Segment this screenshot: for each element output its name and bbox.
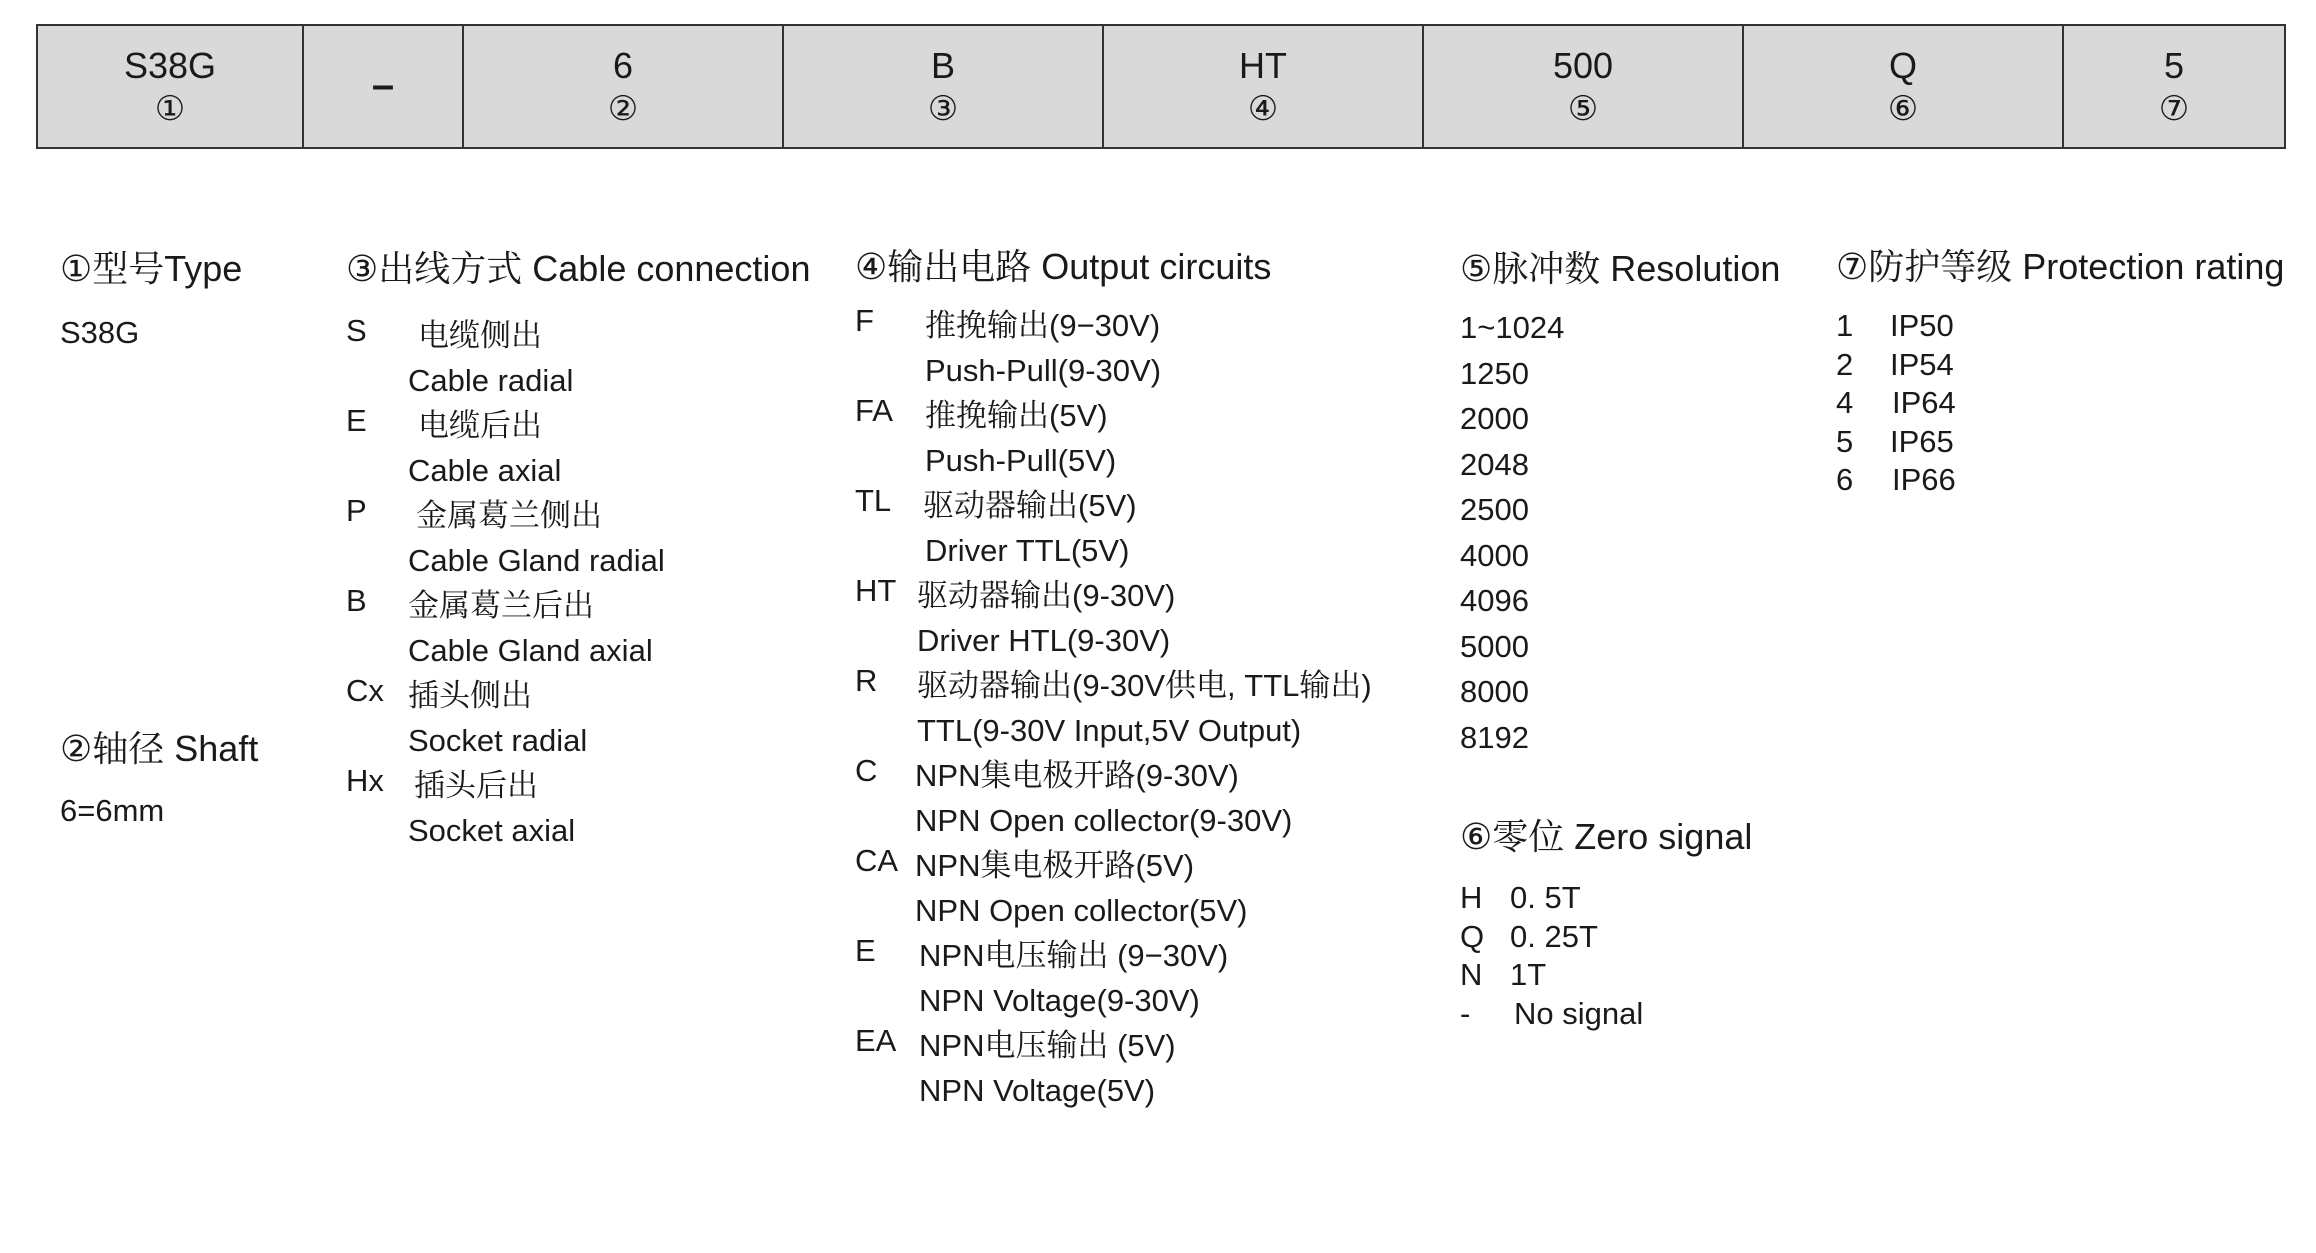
entry-code: R	[855, 663, 878, 698]
entry-en: Driver HTL(9-30V)	[917, 623, 1171, 658]
entry-code: 6	[1836, 462, 1854, 497]
entry-cn: 插头后出	[414, 768, 538, 803]
resolution-section	[1460, 247, 1780, 760]
list-item	[1460, 995, 1752, 1034]
list-item: 4096	[1460, 583, 1529, 618]
list-item	[1836, 423, 2284, 462]
entry-code: C	[855, 753, 878, 788]
entry-cn: NPN电压输出 (5V)	[919, 1028, 1176, 1063]
list-item	[346, 313, 810, 403]
entry-value: 1T	[1510, 957, 1547, 992]
list-item	[346, 493, 810, 583]
list-item: 4000	[1460, 537, 1529, 573]
entry-en: Push-Pull(9-30V)	[925, 353, 1162, 388]
code-index: ④	[1247, 89, 1279, 128]
entry-code: 1	[1836, 308, 1854, 343]
list-item	[1460, 956, 1752, 995]
entry-en: NPN Open collector(5V)	[915, 893, 1248, 928]
code-separator: –	[371, 62, 395, 107]
code-index: ①	[154, 89, 186, 128]
entry-cn: NPN集电极开路(9-30V)	[915, 758, 1239, 793]
list-item: 2500	[1460, 492, 1529, 527]
output-circuits-section	[855, 245, 1372, 1113]
entry-code: HT	[855, 573, 897, 608]
list-item: 2048	[1460, 446, 1529, 482]
entry-cn: 电缆后出	[418, 408, 542, 443]
type-section	[60, 247, 242, 353]
entry-cn: 驱动器输出(5V)	[923, 488, 1137, 523]
list-item	[1460, 879, 1752, 918]
code-value: 5	[2163, 44, 2185, 86]
output-title: ④输出电路 Output circuits	[855, 246, 1272, 287]
entry-en: Cable axial	[408, 453, 562, 488]
output-list	[855, 303, 1372, 1113]
entry-code: TL	[855, 483, 892, 518]
code-value: B	[930, 44, 955, 86]
shaft-section	[60, 727, 258, 831]
code-index: ⑦	[2158, 89, 2190, 128]
code-cell-separator	[302, 26, 462, 147]
code-index: ③	[927, 89, 959, 128]
entry-value: IP66	[1892, 462, 1956, 497]
entry-en: TTL(9-30V Input,5V Output)	[917, 713, 1302, 748]
code-cell-resolution	[1422, 26, 1742, 147]
entry-cn: NPN集电极开路(5V)	[915, 848, 1195, 883]
protection-rating-section	[1836, 245, 2284, 500]
entry-code: -	[1460, 995, 1471, 1031]
entry-cn: NPN电压输出 (9−30V)	[919, 938, 1229, 973]
entry-cn: 驱动器输出(9-30V)	[917, 578, 1176, 613]
model-code-table	[36, 24, 2286, 149]
code-cell-shaft	[462, 26, 782, 147]
entry-en: Cable Gland radial	[408, 543, 665, 578]
list-item	[855, 483, 1372, 573]
code-cell-output	[1102, 26, 1422, 147]
code-value: 500	[1552, 44, 1614, 86]
shaft-title: ②轴径 Shaft	[60, 728, 259, 769]
list-item	[855, 753, 1372, 843]
entry-en: Socket radial	[408, 723, 588, 758]
list-item	[1836, 307, 2284, 346]
entry-en: Driver TTL(5V)	[925, 533, 1130, 568]
code-cell-protection	[2062, 26, 2284, 147]
entry-value: IP65	[1890, 423, 1954, 459]
entry-value: IP50	[1890, 308, 1954, 343]
code-cell-zero	[1742, 26, 2062, 147]
entry-code: N	[1460, 957, 1483, 992]
entry-value: IP64	[1892, 385, 1956, 420]
entry-code: E	[855, 933, 876, 968]
list-item: 1~1024	[1460, 310, 1565, 345]
entry-code: 2	[1836, 346, 1854, 382]
type-title: ①型号Type	[60, 248, 243, 289]
code-index: ②	[607, 89, 639, 128]
list-item	[346, 403, 810, 493]
shaft-value: 6=6mm	[60, 793, 165, 828]
list-item	[855, 303, 1372, 393]
entry-code: E	[346, 403, 367, 438]
list-item	[1836, 461, 2284, 500]
list-item	[855, 393, 1372, 483]
list-item	[855, 933, 1372, 1023]
list-item	[855, 843, 1372, 933]
code-value: S38G	[123, 44, 217, 86]
cable-title: ③出线方式 Cable connection	[346, 248, 811, 289]
entry-code: Q	[1460, 918, 1485, 954]
list-item: 1250	[1460, 355, 1529, 391]
entry-cn: 驱动器输出(9-30V供电, TTL输出)	[917, 668, 1372, 703]
entry-code: CA	[855, 843, 899, 878]
entry-value: IP54	[1890, 346, 1954, 382]
cable-connection-section	[346, 247, 810, 853]
code-index: ⑥	[1887, 89, 1919, 128]
list-item: 8000	[1460, 674, 1529, 709]
code-index: ⑤	[1567, 89, 1599, 128]
entry-en: Socket axial	[408, 813, 576, 848]
entry-value: 0. 5T	[1510, 880, 1581, 915]
code-value: HT	[1239, 44, 1287, 86]
entry-code: 5	[1836, 423, 1854, 459]
zero-title: ⑥零位 Zero signal	[1460, 816, 1753, 857]
list-item	[1460, 918, 1752, 957]
entry-value: 0. 25T	[1510, 918, 1598, 954]
code-value: 6	[612, 44, 634, 86]
list-item: 2000	[1460, 401, 1529, 436]
type-value: S38G	[60, 315, 140, 350]
entry-code: H	[1460, 880, 1483, 915]
entry-code: Cx	[346, 673, 384, 708]
entry-en: Cable Gland axial	[408, 633, 653, 668]
entry-en: NPN Voltage(9-30V)	[919, 983, 1200, 1018]
list-item: 5000	[1460, 628, 1529, 664]
entry-code: EA	[855, 1023, 897, 1058]
list-item: 8192	[1460, 719, 1529, 755]
resolution-list	[1460, 305, 1780, 760]
list-item	[1836, 384, 2284, 423]
code-value: Q	[1888, 44, 1917, 86]
entry-cn: 金属葛兰侧出	[416, 498, 602, 533]
entry-cn: 推挽输出(5V)	[925, 398, 1108, 433]
list-item	[346, 763, 810, 853]
entry-code: 4	[1836, 385, 1854, 420]
list-item	[855, 573, 1372, 663]
protection-list	[1836, 307, 2284, 500]
entry-code: B	[346, 583, 367, 618]
list-item	[1836, 346, 2284, 385]
entry-cn: 电缆侧出	[418, 318, 542, 353]
code-cell-type	[38, 26, 302, 147]
entry-code: Hx	[346, 763, 384, 798]
list-item	[346, 673, 810, 763]
entry-en: Cable radial	[408, 363, 574, 398]
entry-code: FA	[855, 393, 893, 428]
entry-cn: 推挽输出(9−30V)	[925, 308, 1161, 343]
entry-code: P	[346, 493, 367, 528]
cable-list	[346, 313, 810, 853]
entry-en: NPN Voltage(5V)	[919, 1073, 1156, 1108]
list-item	[855, 1023, 1372, 1113]
protection-title: ⑦防护等级 Protection rating	[1836, 246, 2285, 287]
list-item	[855, 663, 1372, 753]
resolution-title: ⑤脉冲数 Resolution	[1460, 248, 1781, 289]
entry-code: F	[855, 303, 874, 338]
zero-signal-section	[1460, 815, 1752, 1033]
entry-cn: 金属葛兰后出	[408, 588, 594, 623]
zero-list	[1460, 879, 1752, 1033]
code-cell-cable	[782, 26, 1102, 147]
entry-en: NPN Open collector(9-30V)	[915, 803, 1293, 838]
list-item	[346, 583, 810, 673]
entry-value: No signal	[1514, 995, 1644, 1031]
entry-code: S	[346, 313, 367, 348]
entry-en: Push-Pull(5V)	[925, 443, 1117, 478]
entry-cn: 插头侧出	[408, 678, 532, 713]
